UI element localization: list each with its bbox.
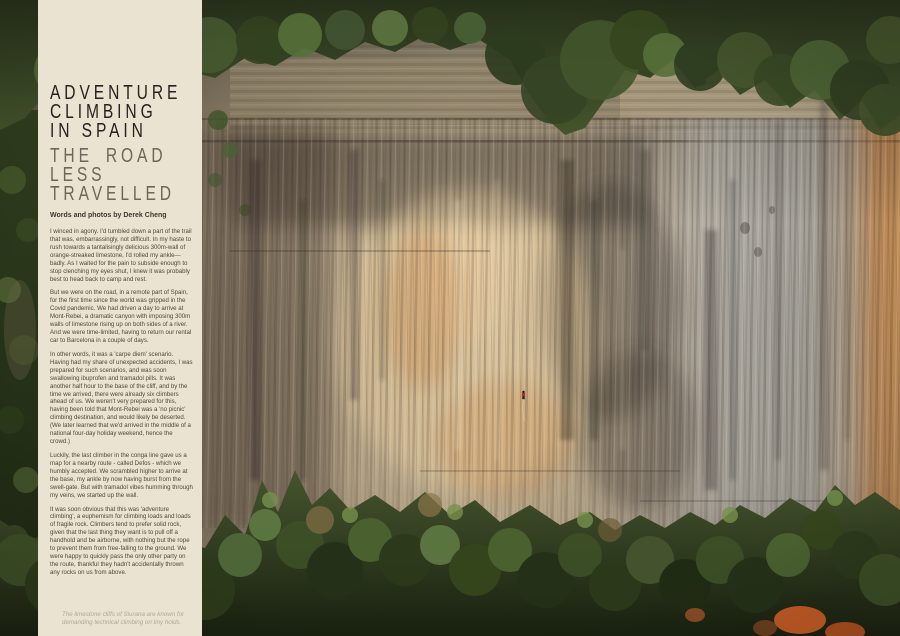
body-paragraph: Luckily, the last climber in the conga line gave us a map for a nearby route - called Defos - which we humbly accepted. We scrambled higher to arrive at the base, my ankle by now having burst from the swell-gate. But with tramadol vibes humming through my veins, we started up the wall. — [50, 451, 193, 499]
article-panel — [38, 0, 202, 636]
photo-caption: The limestone cliffs of Siurana are known for demanding technical climbing on tiny holds. — [62, 610, 185, 626]
title-line: IN SPAIN — [50, 120, 147, 142]
title-line: ADVENTURE — [50, 82, 182, 104]
subtitle-line: LESS — [50, 164, 106, 186]
subtitle-line: TRAVELLED — [50, 183, 175, 205]
article-content — [38, 0, 202, 636]
title-line: CLIMBING — [50, 101, 157, 123]
body-paragraph: I winced in agony. I'd tumbled down a part of the trail that was, embarrassingly, not difficult. In my haste to rush towards a tantalisingly delicious 300m-wall of orange-streaked limestone, I'd rolled my ankle—badly. As I waited for the pain to subside enough to stop clenching my eyes shut, I knew it was probably best to head back to camp and rest. — [50, 228, 192, 283]
article-body — [50, 228, 193, 577]
byline: Words and photos by Derek Cheng — [50, 212, 167, 219]
subtitle-line: THE ROAD — [50, 145, 167, 167]
article-title — [50, 84, 193, 141]
body-paragraph: But we were on the road, in a remote part of Spain, for the first time since the world was gripped in the Covid pandemic. We had driven a day to arrive at Mont-Rebei, a dramatic canyon with imposing 300m walls of limestone rising up on both sides of a river. And we were time-limited, having to return our rental car to Barcelona in a couple of days. — [50, 289, 192, 344]
article-subtitle — [50, 147, 193, 204]
body-paragraph: In other words, it was a 'carpe diem' scenario. Having had my share of unexpected accidents, I was prepared for such scenarios, and was soon swallowing ibuprofen and tramadol pills. It was another half hour to the base of the cliff, and by the time we arrived, there were already six climbers ahead of us. We weren't very prepared for this, having been told that Mont-Rebei was a 'no picnic' climbing destination, and would likely be deserted. (We later learned that we'd arrived in the middle of a national four-day holiday weekend, hence the crowd.) — [50, 350, 193, 446]
body-paragraph: It was soon obvious that this was 'adventure climbing', a euphemism for climbing loads and loads of fragile rock. Climbers tend to prefer solid rock, given that the last thing they want is to pull off a handhold and be airborne, with nothing but the rope to prevent them from free-falling to the ground. We were happy to quickly pass the only other party on the route, thankful they hadn't accidentally thrown any rocks on us from above. — [50, 505, 191, 576]
